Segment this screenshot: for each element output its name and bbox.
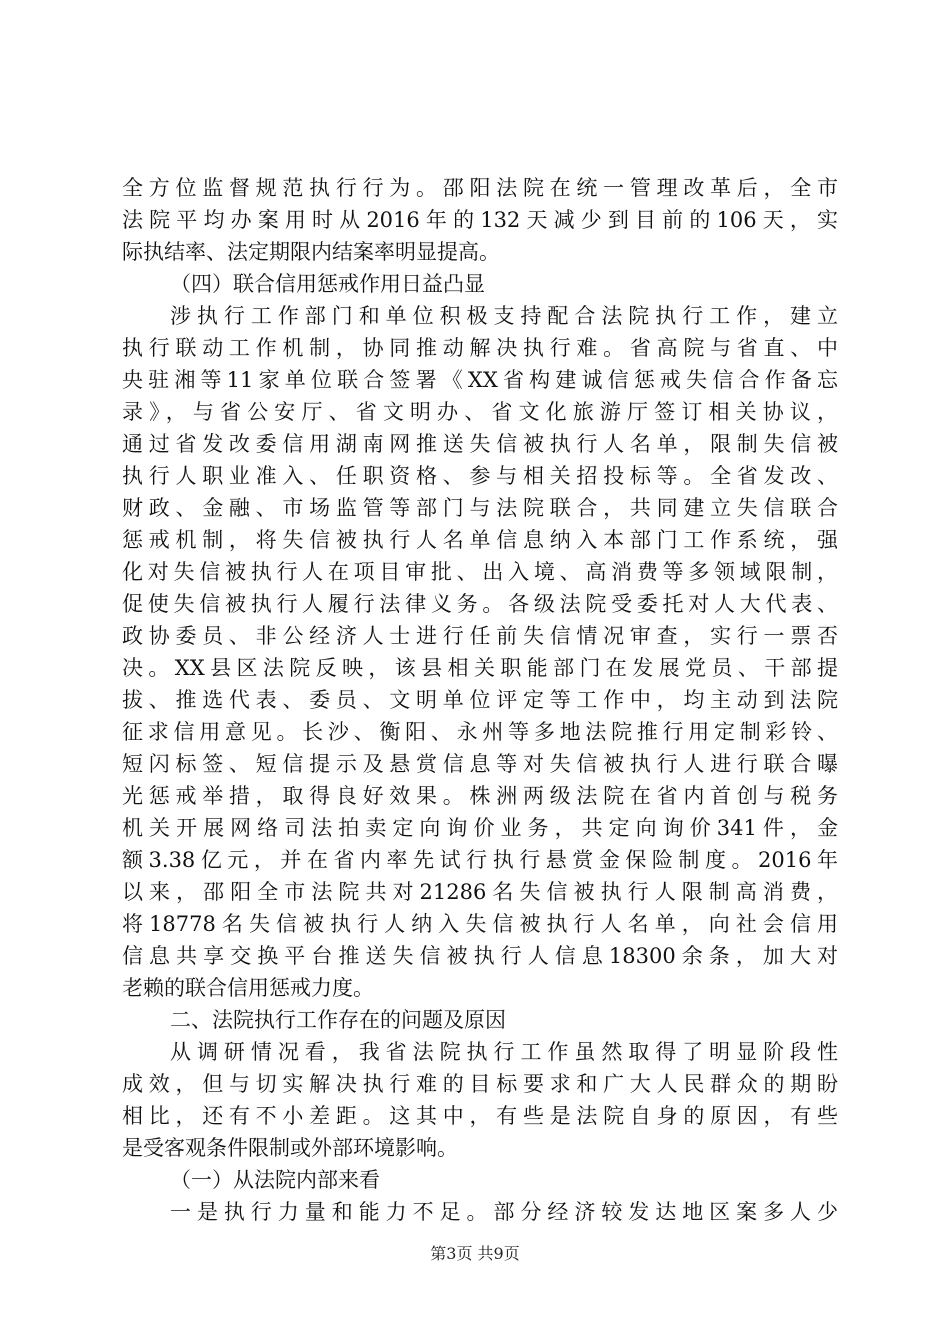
text-line: 光惩戒举措，取得良好效果。株洲两级法院在省内首创与税务 bbox=[122, 784, 838, 808]
section-heading: （一）从法院内部来看 bbox=[170, 1168, 380, 1192]
text-line: 执行人职业准入、任职资格、参与相关招投标等。全省发改、 bbox=[122, 464, 838, 488]
text-line: 际执结率、法定期限内结案率明显提高。 bbox=[122, 240, 500, 264]
text-line: 惩戒机制，将失信被执行人名单信息纳入本部门工作系统，强 bbox=[122, 528, 838, 552]
text-line: 信息共享交换平台推送失信被执行人信息18300余条，加大对 bbox=[122, 944, 838, 968]
section-heading: 二、法院执行工作存在的问题及原因 bbox=[170, 1008, 506, 1032]
text-line: 以来，邵阳全市法院共对21286名失信被执行人限制高消费， bbox=[122, 880, 838, 904]
text-line: 录》，与省公安厅、省文明办、省文化旅游厅签订相关协议， bbox=[122, 400, 838, 424]
text-line: 法院平均办案用时从2016年的132天减少到目前的106天，实 bbox=[122, 208, 838, 232]
text-line: 将18778名失信被执行人纳入失信被执行人名单，向社会信用 bbox=[122, 912, 838, 936]
text-line: 化对失信被执行人在项目审批、出入境、高消费等多领域限制， bbox=[122, 560, 838, 584]
text-line: 从调研情况看，我省法院执行工作虽然取得了明显阶段性 bbox=[170, 1040, 838, 1064]
text-line: 短闪标签、短信提示及悬赏信息等对失信被执行人进行联合曝 bbox=[122, 752, 838, 776]
text-line: 政协委员、非公经济人士进行任前失信情况审查，实行一票否 bbox=[122, 624, 838, 648]
text-line: 机关开展网络司法拍卖定向询价业务，共定向询价341件，金 bbox=[122, 816, 838, 840]
text-line: 通过省发改委信用湖南网推送失信被执行人名单，限制失信被 bbox=[122, 432, 838, 456]
text-line: 成效，但与切实解决执行难的目标要求和广大人民群众的期盼 bbox=[122, 1072, 838, 1096]
text-line: 相比，还有不小差距。这其中，有些是法院自身的原因，有些 bbox=[122, 1104, 838, 1128]
text-line: 征求信用意见。长沙、衡阳、永州等多地法院推行用定制彩铃、 bbox=[122, 720, 838, 744]
page-number-footer: 第3页 共9页 bbox=[430, 1244, 520, 1263]
section-heading: （四）联合信用惩戒作用日益凸显 bbox=[170, 272, 485, 296]
text-line: 是受客观条件限制或外部环境影响。 bbox=[122, 1136, 458, 1160]
text-line: 一是执行力量和能力不足。部分经济较发达地区案多人少 bbox=[170, 1200, 838, 1224]
text-line: 央驻湘等11家单位联合签署《XX省构建诚信惩戒失信合作备忘 bbox=[122, 368, 838, 392]
text-line: 拔、推选代表、委员、文明单位评定等工作中，均主动到法院 bbox=[122, 688, 838, 712]
text-line: 财政、金融、市场监管等部门与法院联合，共同建立失信联合 bbox=[122, 496, 838, 520]
text-line: 全方位监督规范执行行为。邵阳法院在统一管理改革后，全市 bbox=[122, 176, 838, 200]
text-line: 涉执行工作部门和单位积极支持配合法院执行工作，建立 bbox=[170, 304, 838, 328]
text-line: 老赖的联合信用惩戒力度。 bbox=[122, 976, 374, 1000]
text-line: 促使失信被执行人履行法律义务。各级法院受委托对人大代表、 bbox=[122, 592, 838, 616]
text-line: 决。XX县区法院反映，该县相关职能部门在发展党员、干部提 bbox=[122, 656, 838, 680]
text-line: 执行联动工作机制，协同推动解决执行难。省高院与省直、中 bbox=[122, 336, 838, 360]
text-line: 额3.38亿元，并在省内率先试行执行悬赏金保险制度。2016年 bbox=[122, 848, 838, 872]
